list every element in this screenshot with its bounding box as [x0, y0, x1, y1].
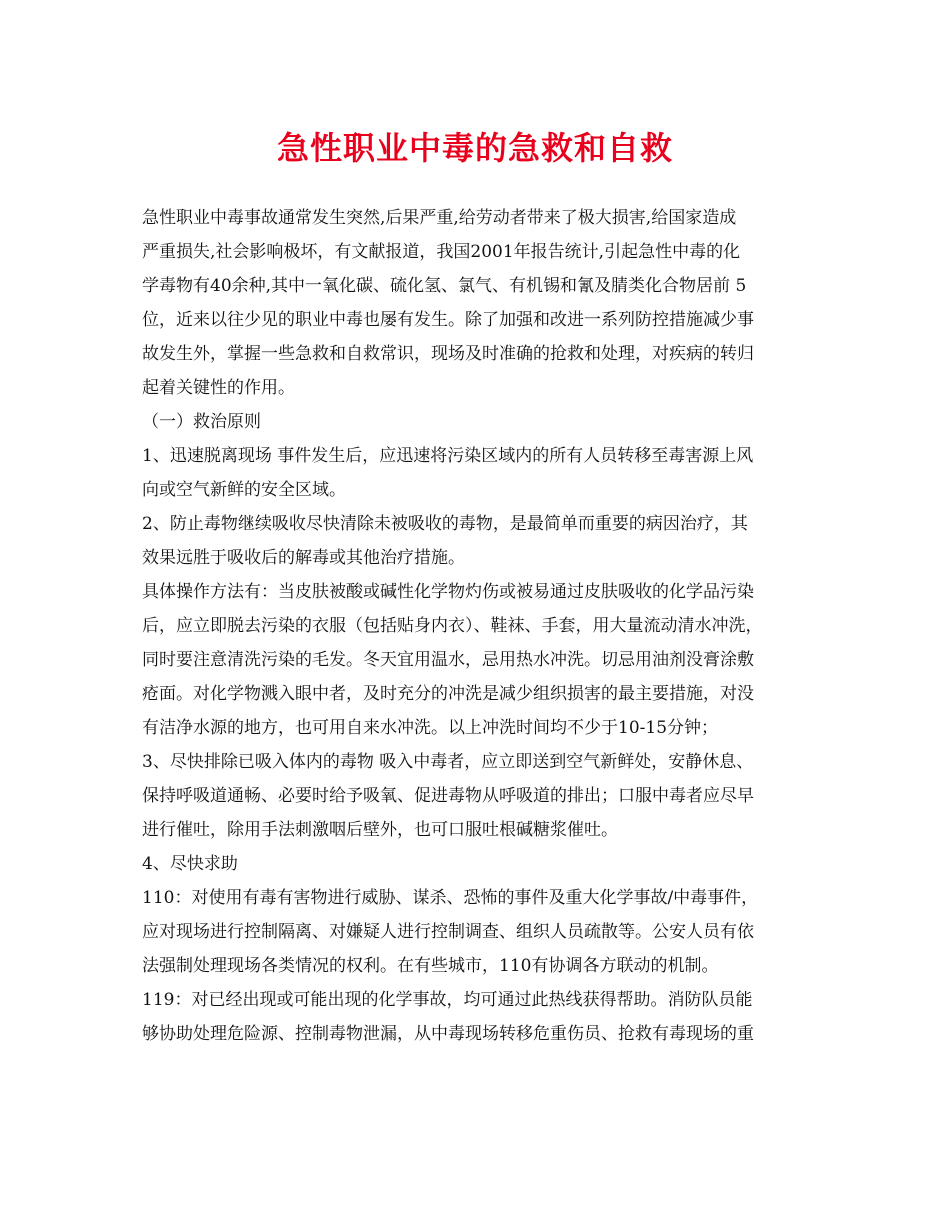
document-title: 急性职业中毒的急救和自救 — [276, 129, 673, 167]
text-line: 严重损失,社会影响极坏，有文献报道，我国2001年报告统计,引起急性中毒的化 — [142, 242, 741, 262]
text-line: 效果远胜于吸收后的解毒或其他治疗措施。 — [142, 548, 465, 568]
text-line: 同时要注意清洗污染的毛发。冬天宜用温水，忌用热水冲洗。切忌用油剂没膏涂敷 — [142, 650, 754, 670]
text-line: 急性职业中毒事故通常发生突然,后果严重,给劳动者带来了极大损害,给国家造成 — [142, 208, 737, 228]
text-line: 位，近来以往少见的职业中毒也屡有发生。除了加强和改进一系列防控措施减少事 — [142, 310, 754, 330]
text-line: 学毒物有40余种,其中一氧化碳、硫化氢、氯气、有机锡和氰及腈类化合物居前 5 — [142, 276, 747, 296]
text-line: 110：对使用有毒有害物进行威胁、谋杀、恐怖的事件及重大化学事故/中毒事件， — [142, 888, 759, 908]
text-line: 应对现场进行控制隔离、对嫌疑人进行控制调查、组织人员疏散等。公安人员有依 — [142, 922, 754, 942]
section-heading: （一）救治原则 — [142, 412, 261, 432]
text-line: 3、尽快排除已吸入体内的毒物 吸入中毒者，应立即送到空气新鲜处，安静休息、 — [142, 752, 754, 772]
text-line: 够协助处理危险源、控制毒物泄漏，从中毒现场转移危重伤员、抢救有毒现场的重 — [142, 1024, 754, 1044]
text-line: 故发生外，掌握一些急救和自救常识，现场及时准确的抢救和处理，对疾病的转归 — [142, 344, 754, 364]
text-line: 1、迅速脱离现场 事件发生后，应迅速将污染区域内的所有人员转移至毒害源上风 — [142, 446, 754, 466]
text-line: 疮面。对化学物溅入眼中者，及时充分的冲洗是减少组织损害的最主要措施，对没 — [142, 684, 754, 704]
text-line: 起着关键性的作用。 — [142, 378, 295, 398]
text-line: 进行催吐，除用手法刺激咽后壁外，也可口服吐根碱糖浆催吐。 — [142, 820, 618, 840]
text-line: 有洁净水源的地方，也可用自来水冲洗。以上冲洗时间均不少于10-15分钟； — [142, 718, 719, 738]
text-line: 后，应立即脱去污染的衣服（包括贴身内衣）、鞋袜、手套，用大量流动清水冲洗， — [142, 616, 763, 636]
text-line: 具体操作方法有：当皮肤被酸或碱性化学物灼伤或被易通过皮肤吸收的化学品污染 — [142, 582, 754, 602]
text-line: 法强制处理现场各类情况的权利。在有些城市，110有协调各方联动的机制。 — [142, 956, 719, 976]
text-line: 向或空气新鲜的安全区域。 — [142, 480, 346, 500]
text-line: 2、防止毒物继续吸收尽快清除未被吸收的毒物，是最简单而重要的病因治疗，其 — [142, 514, 748, 534]
document-body — [142, 201, 814, 1051]
text-line: 保持呼吸道通畅、必要时给予吸氧、促进毒物从呼吸道的排出；口服中毒者应尽早 — [142, 786, 754, 806]
text-line: 119：对已经出现或可能出现的化学事故，均可通过此热线获得帮助。消防队员能 — [142, 990, 753, 1010]
text-line: 4、尽快求助 — [142, 854, 238, 874]
